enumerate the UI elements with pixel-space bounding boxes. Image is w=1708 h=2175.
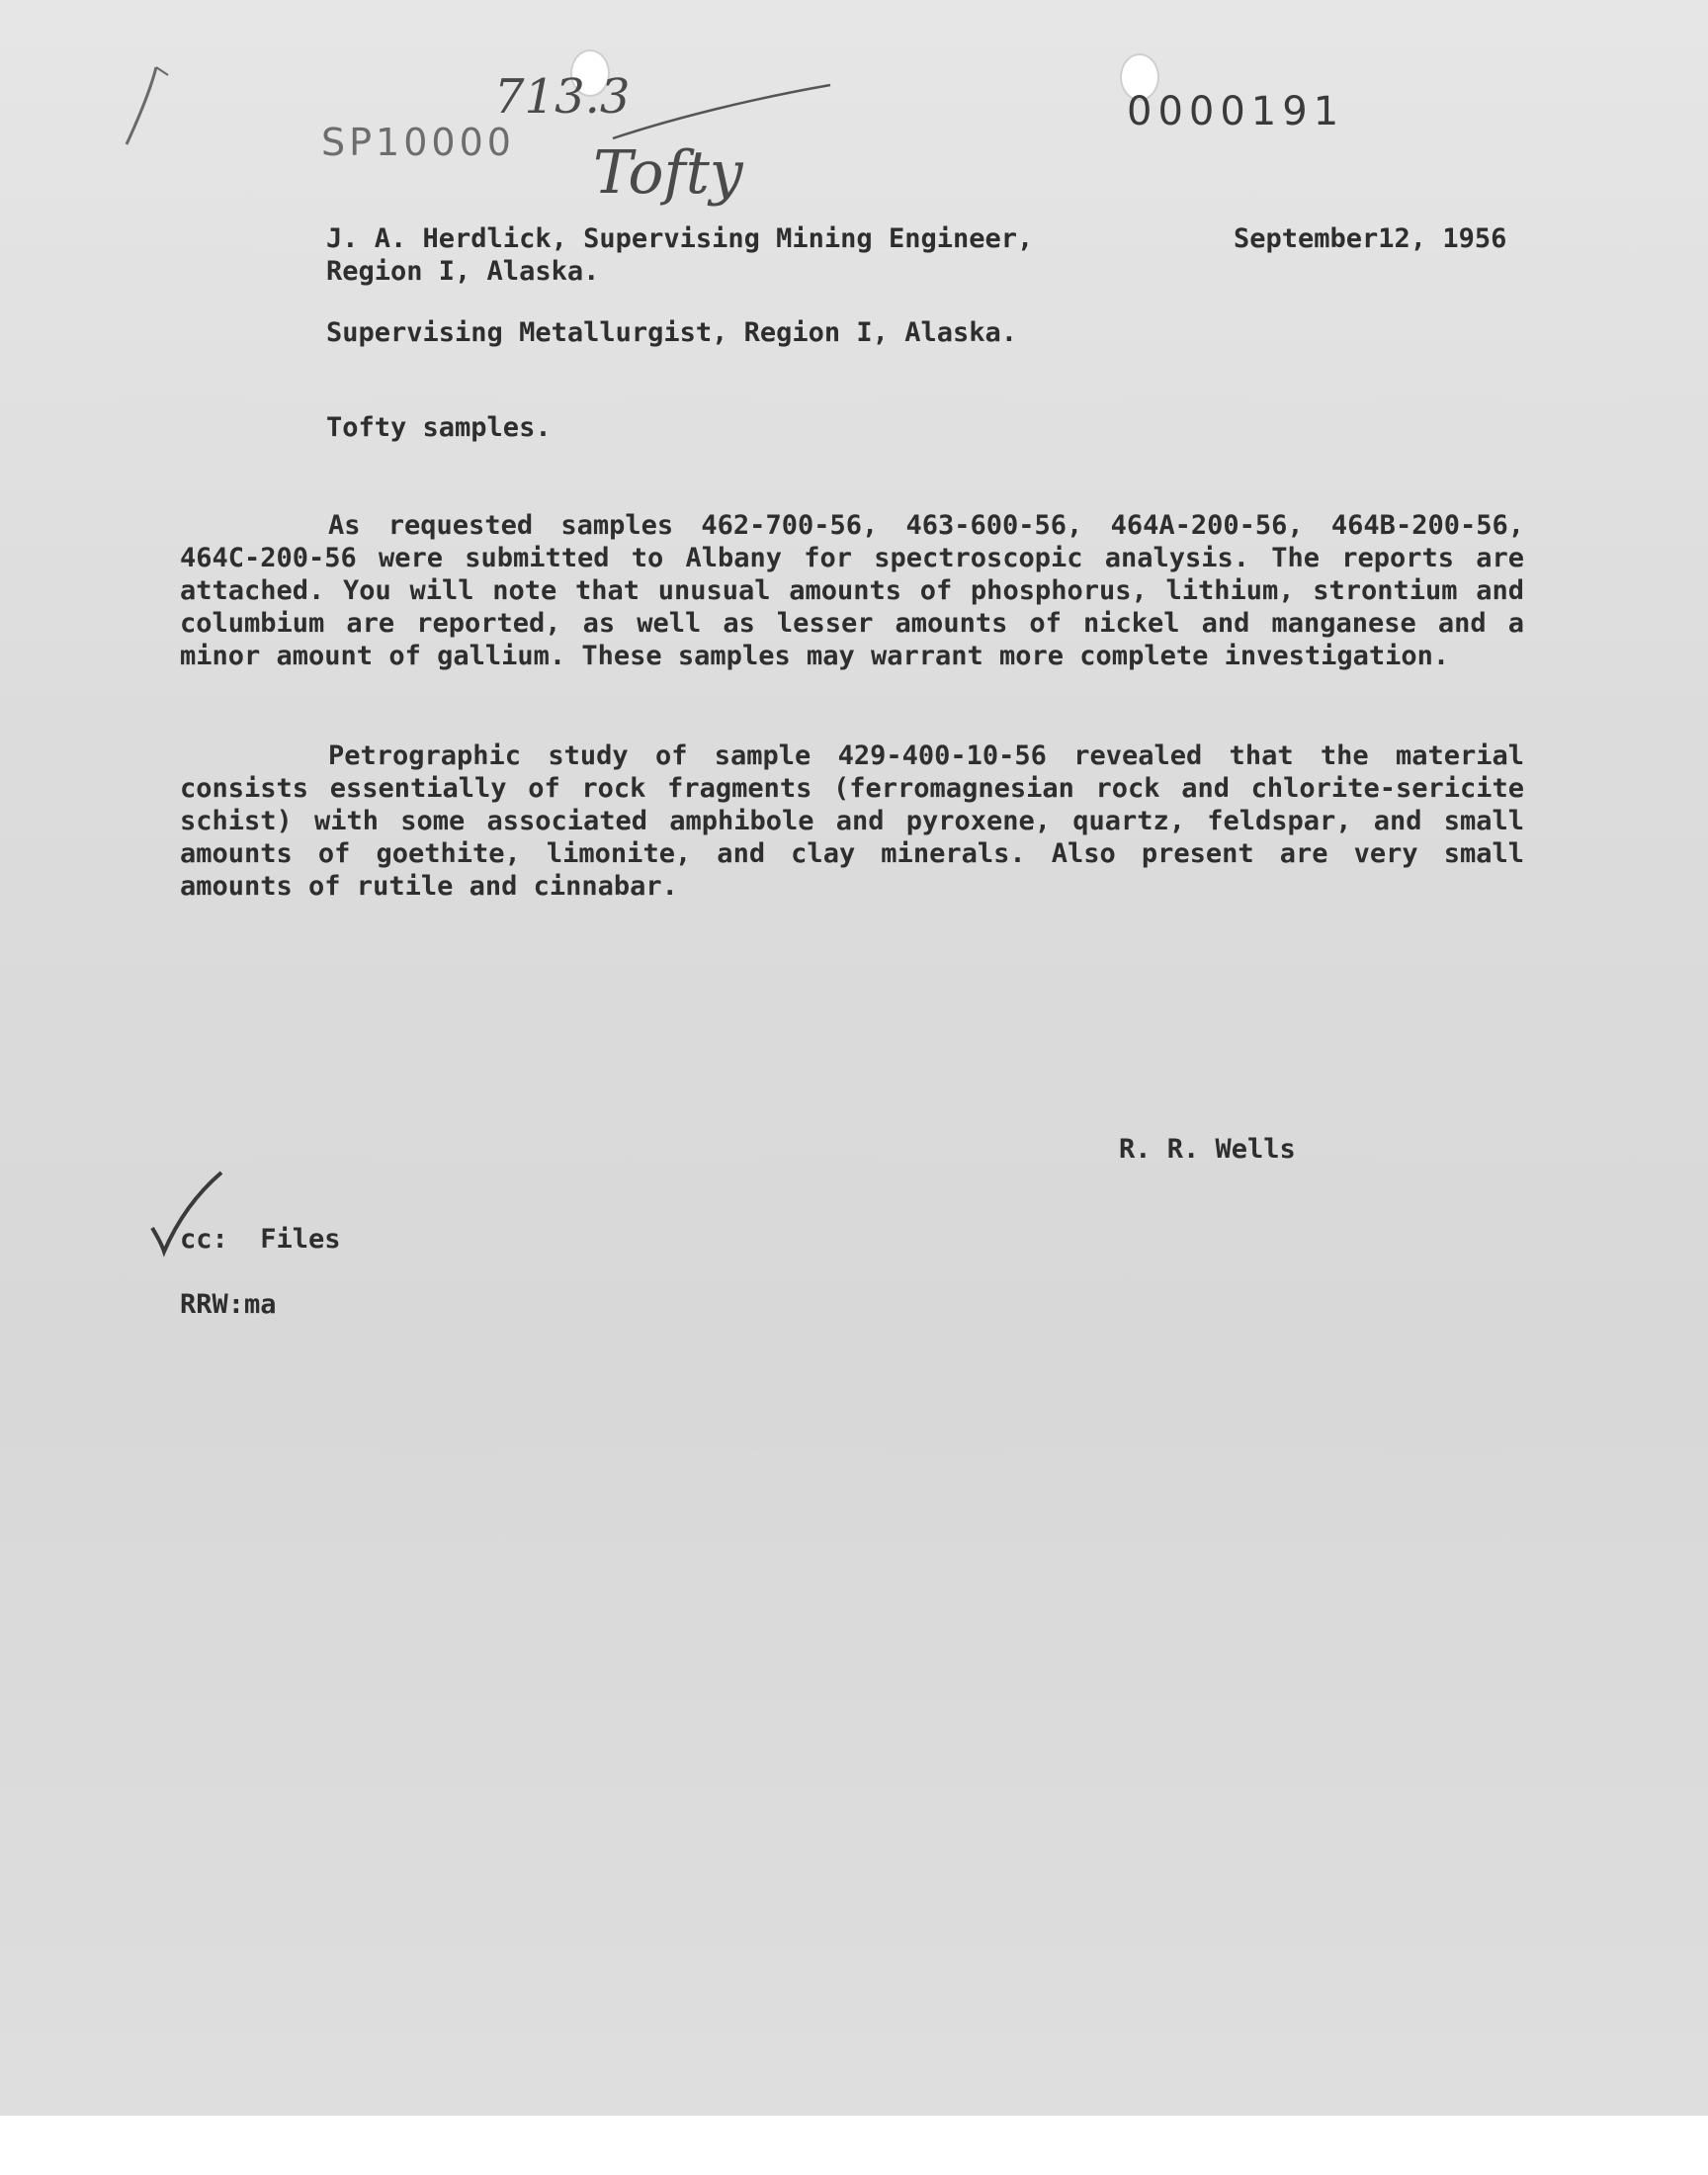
signature: R. R. Wells [1119, 1134, 1296, 1165]
memo-date: September12, 1956 [1234, 223, 1507, 254]
body-paragraph-1: As requested samples 462-700-56, 463-600-56, 464A-200-56, 464B-200-56, 464C-200-56 were submitted to Albany for spectroscopic analysis. The reports are attached. You will note that unusual amounts of phosphorus, lithium, strontium and columbium are reported, as well as lesser amounts of nickel and manganese and a minor amount of gallium. These samples may warrant more complete investigation. [180, 510, 1524, 671]
body-paragraph-2: Petrographic study of sample 429-400-10-56 revealed that the material consists essentially of rock fragments (ferromagnesian rock and chlorite-sericite schist) with some associated amphibole and pyroxene, quartz, feldspar, and small amounts of goethite, limonite, and clay minerals. Also present are very small amounts of rutile and cinnabar. [180, 740, 1524, 902]
memo-to-line-1: J. A. Herdlick, Supervising Mining Engineer, [326, 223, 1034, 254]
handwritten-flourish [603, 79, 840, 148]
cc-files: cc: Files [180, 1224, 341, 1255]
memo-to-line-2: Region I, Alaska. [326, 256, 600, 287]
document-number: 0000191 [1127, 89, 1345, 134]
handwritten-file-number: 713.3 [494, 69, 631, 125]
stamp-number: SP10000 [321, 121, 515, 164]
page-bottom-margin [0, 2116, 1708, 2175]
memo-from: Supervising Metallurgist, Region I, Alaska. [326, 317, 1017, 348]
margin-tick-mark [117, 61, 176, 150]
typist-initials: RRW:ma [180, 1289, 277, 1320]
memo-subject: Tofty samples. [326, 412, 552, 443]
handwritten-subject: Tofty [593, 138, 743, 208]
